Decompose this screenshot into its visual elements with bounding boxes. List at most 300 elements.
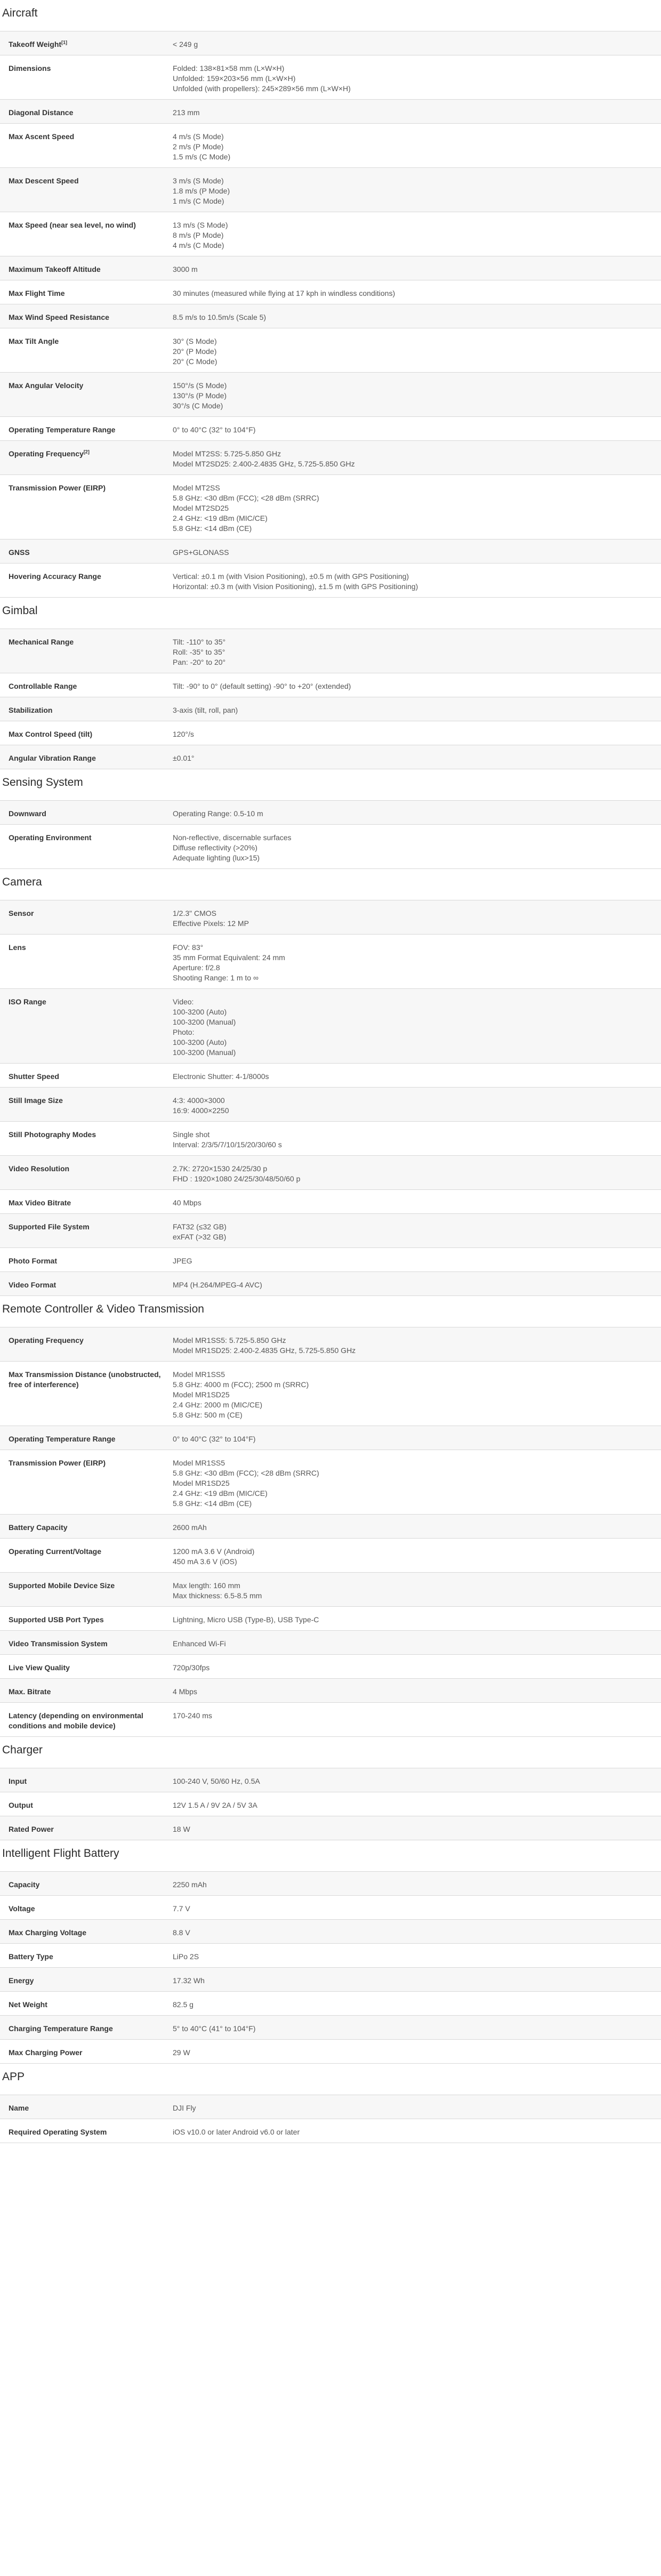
spec-value-line: 4 m/s (S Mode) [173, 132, 224, 141]
spec-row [0, 1816, 661, 1840]
spec-label [0, 801, 169, 824]
spec-label [0, 629, 169, 673]
spec-value-line: 5.8 GHz: <30 dBm (FCC); <28 dBm (SRRC) [173, 494, 319, 502]
spec-label [0, 212, 169, 256]
spec-label-text: GNSS [9, 548, 30, 557]
section-title: Aircraft [2, 7, 38, 19]
spec-value [169, 673, 661, 697]
spec-value [169, 2095, 661, 2119]
spec-value-line: 1.8 m/s (P Mode) [173, 187, 230, 195]
spec-label [0, 168, 169, 212]
spec-label-text: Max Flight Time [9, 289, 65, 297]
spec-label-text: Live View Quality [9, 1663, 70, 1672]
spec-label [0, 935, 169, 988]
spec-label-text: Max Speed (near sea level, no wind) [9, 221, 136, 229]
spec-value-line: 40 Mbps [173, 1198, 201, 1207]
spec-row [0, 825, 661, 869]
spec-value-line: 18 W [173, 1825, 190, 1833]
spec-label-text: Voltage [9, 1904, 35, 1913]
spec-value-line: Pan: -20° to 20° [173, 658, 226, 666]
spec-value-line: 3-axis (tilt, roll, pan) [173, 706, 238, 714]
spec-value [169, 1968, 661, 1991]
spec-row [0, 1631, 661, 1655]
spec-label-text: Photo Format [9, 1257, 57, 1265]
spec-value [169, 212, 661, 256]
spec-label-text: Takeoff Weight [9, 40, 62, 49]
spec-row [0, 1607, 661, 1631]
spec-row [0, 1679, 661, 1703]
spec-section-gimbal [0, 598, 661, 769]
spec-value-line: Tilt: -90° to 0° (default setting) -90° to +20° (extended) [173, 682, 351, 690]
spec-value-line: Tilt: -110° to 35° [173, 638, 226, 646]
spec-value [169, 280, 661, 304]
spec-row [0, 1156, 661, 1190]
spec-label-text: Video Format [9, 1281, 57, 1289]
spec-label [0, 900, 169, 934]
spec-value [169, 475, 661, 539]
spec-label-text: Max Ascent Speed [9, 132, 75, 141]
spec-row [0, 540, 661, 564]
spec-label [0, 31, 169, 55]
spec-row [0, 1944, 661, 1968]
spec-label [0, 373, 169, 416]
spec-value-line: 130°/s (P Mode) [173, 391, 227, 400]
spec-label-text: Capacity [9, 1880, 40, 1889]
spec-row [0, 1920, 661, 1944]
spec-value-line: 4 m/s (C Mode) [173, 241, 224, 249]
spec-value-line: Single shot [173, 1130, 210, 1139]
spec-value-line: 8 m/s (P Mode) [173, 231, 224, 239]
spec-value-line: 2250 mAh [173, 1880, 207, 1889]
spec-row [0, 1872, 661, 1896]
spec-value-line: 8.8 V [173, 1928, 190, 1937]
spec-table [0, 1768, 661, 1840]
spec-value [169, 1515, 661, 1538]
spec-label-text: Sensor [9, 909, 34, 917]
spec-row [0, 935, 661, 989]
spec-value [169, 373, 661, 416]
spec-label [0, 1426, 169, 1450]
spec-value [169, 1426, 661, 1450]
spec-row [0, 721, 661, 745]
spec-value-line: 8.5 m/s to 10.5m/s (Scale 5) [173, 313, 267, 321]
spec-row [0, 1272, 661, 1296]
spec-label [0, 1362, 169, 1426]
spec-label [0, 825, 169, 868]
spec-value [169, 1573, 661, 1606]
spec-value-line: Model MT2SD25: 2.400-2.4835 GHz, 5.725-5.850 GHz [173, 460, 355, 468]
spec-label [0, 100, 169, 123]
spec-value-line: Operating Range: 0.5-10 m [173, 809, 263, 818]
section-title: Remote Controller & Video Transmission [2, 1303, 204, 1315]
spec-value-line: 213 mm [173, 108, 200, 117]
spec-label-text: Input [9, 1777, 27, 1785]
spec-value-line: Effective Pixels: 12 MP [173, 919, 249, 928]
spec-row [0, 328, 661, 373]
spec-section-sensing-system [0, 769, 661, 869]
spec-value-line: FAT32 (≤32 GB) [173, 1222, 227, 1231]
spec-value-line: Model MT2SD25 [173, 504, 229, 512]
spec-value-line: 3000 m [173, 265, 198, 273]
spec-value-line: Roll: -35° to 35° [173, 648, 225, 656]
spec-value-line: Video: [173, 997, 194, 1006]
section-title: Sensing System [2, 776, 83, 788]
spec-label-text: Video Resolution [9, 1164, 70, 1173]
spec-value-line: 2 m/s (P Mode) [173, 142, 224, 151]
spec-value [169, 55, 661, 99]
spec-row [0, 55, 661, 100]
spec-value-line: 0° to 40°C (32° to 104°F) [173, 425, 256, 434]
spec-value-line: Model MR1SS5: 5.725-5.850 GHz [173, 1336, 286, 1345]
spec-label-text: Shutter Speed [9, 1072, 59, 1081]
spec-row [0, 1655, 661, 1679]
spec-value [169, 1248, 661, 1271]
spec-label-text: Transmission Power (EIRP) [9, 1459, 106, 1467]
spec-value-line: 5.8 GHz: 500 m (CE) [173, 1411, 243, 1419]
spec-value-line: 100-3200 (Manual) [173, 1018, 236, 1026]
spec-value [169, 801, 661, 824]
spec-table [0, 2095, 661, 2143]
spec-value-line: 4 Mbps [173, 1687, 197, 1696]
spec-value-line: Diffuse reflectivity (>20%) [173, 843, 257, 852]
spec-label [0, 1631, 169, 1654]
spec-label [0, 2016, 169, 2039]
spec-label-text: Diagonal Distance [9, 108, 74, 117]
section-title: Camera [2, 876, 42, 888]
spec-value-line: Non-reflective, discernable surfaces [173, 833, 292, 842]
spec-row [0, 31, 661, 55]
spec-table [0, 1871, 661, 2064]
spec-row [0, 2016, 661, 2040]
spec-label-text: ISO Range [9, 997, 46, 1006]
spec-row [0, 100, 661, 124]
spec-label [0, 1190, 169, 1213]
spec-value-line: 7.7 V [173, 1904, 190, 1913]
spec-row [0, 1450, 661, 1515]
spec-value [169, 1896, 661, 1919]
spec-row [0, 1515, 661, 1539]
spec-value [169, 1156, 661, 1189]
spec-value-line: FHD : 1920×1080 24/25/30/48/50/60 p [173, 1174, 301, 1183]
spec-label-text: Video Transmission System [9, 1639, 108, 1648]
spec-row [0, 1792, 661, 1816]
spec-label-text: Battery Type [9, 1952, 53, 1961]
spec-row [0, 1573, 661, 1607]
spec-value [169, 629, 661, 673]
section-title: Intelligent Flight Battery [2, 1847, 119, 1859]
spec-row [0, 1214, 661, 1248]
spec-row [0, 1088, 661, 1122]
spec-value-line: Model MR1SD25 [173, 1479, 230, 1487]
spec-value-line: MP4 (H.264/MPEG-4 AVC) [173, 1281, 262, 1289]
spec-row [0, 373, 661, 417]
spec-value [169, 1122, 661, 1155]
spec-row [0, 1896, 661, 1920]
spec-label [0, 989, 169, 1063]
spec-section-app [0, 2064, 661, 2143]
spec-value-line: Max thickness: 6.5-8.5 mm [173, 1591, 262, 1600]
spec-label-text: Still Image Size [9, 1096, 63, 1105]
spec-label-text: Max Charging Voltage [9, 1928, 86, 1937]
spec-value [169, 1450, 661, 1514]
spec-label [0, 1703, 169, 1736]
spec-row [0, 900, 661, 935]
spec-value-line: FOV: 83° [173, 943, 204, 952]
spec-value [169, 1214, 661, 1247]
spec-value [169, 1607, 661, 1630]
spec-value-line: Adequate lighting (lux>15) [173, 854, 260, 862]
section-title: APP [2, 2071, 25, 2083]
spec-row [0, 1968, 661, 1992]
spec-value [169, 1679, 661, 1702]
spec-label [0, 745, 169, 769]
spec-value-line: 170-240 ms [173, 1711, 212, 1720]
spec-value-line: 720p/30fps [173, 1663, 210, 1672]
spec-label [0, 564, 169, 597]
spec-value [169, 256, 661, 280]
spec-row [0, 1190, 661, 1214]
spec-label [0, 304, 169, 328]
spec-value-line: iOS v10.0 or later Android v6.0 or later [173, 2128, 300, 2136]
spec-row [0, 168, 661, 212]
spec-label [0, 1816, 169, 1840]
spec-value [169, 1064, 661, 1087]
spec-label [0, 441, 169, 474]
spec-section-charger [0, 1737, 661, 1840]
spec-section-camera [0, 869, 661, 1296]
spec-table [0, 629, 661, 769]
spec-value-line: GPS+GLONASS [173, 548, 229, 557]
spec-value-line: Max length: 160 mm [173, 1581, 240, 1590]
spec-label-text: Still Photography Modes [9, 1130, 96, 1139]
spec-label-text: Supported Mobile Device Size [9, 1581, 115, 1590]
spec-value [169, 417, 661, 440]
spec-row [0, 1064, 661, 1088]
spec-value-line: 5.8 GHz: 4000 m (FCC); 2500 m (SRRC) [173, 1380, 309, 1389]
spec-label-text: Supported File System [9, 1222, 90, 1231]
spec-value-line: 450 mA 3.6 V (iOS) [173, 1557, 237, 1566]
spec-row [0, 989, 661, 1064]
spec-value [169, 2016, 661, 2039]
spec-label [0, 475, 169, 539]
spec-value [169, 1792, 661, 1816]
spec-label [0, 2040, 169, 2063]
spec-row [0, 2040, 661, 2064]
spec-label-text: Max Wind Speed Resistance [9, 313, 109, 321]
spec-label-text: Output [9, 1801, 33, 1809]
spec-label [0, 1539, 169, 1572]
spec-table [0, 1327, 661, 1737]
spec-value-line: 30° (S Mode) [173, 337, 217, 345]
spec-value-line: 5° to 40°C (41° to 104°F) [173, 2024, 256, 2033]
spec-value [169, 745, 661, 769]
spec-label-text: Max Transmission Distance (unobstructed, free of interference) [9, 1370, 161, 1389]
spec-value-line: Electronic Shutter: 4-1/8000s [173, 1072, 269, 1081]
spec-value-line: 100-3200 (Manual) [173, 1048, 236, 1057]
spec-label-text: Max Charging Power [9, 2048, 83, 2057]
spec-row [0, 1992, 661, 2016]
spec-value-line: 1200 mA 3.6 V (Android) [173, 1547, 255, 1556]
spec-label-text: Operating Frequency [9, 449, 84, 458]
spec-value-line: 30°/s (C Mode) [173, 401, 223, 410]
spec-value [169, 1362, 661, 1426]
spec-label-text: Transmission Power (EIRP) [9, 484, 106, 492]
spec-value-line: 0° to 40°C (32° to 104°F) [173, 1435, 256, 1443]
spec-value-line: 1 m/s (C Mode) [173, 197, 224, 205]
spec-label [0, 1896, 169, 1919]
spec-row [0, 1426, 661, 1450]
spec-value [169, 168, 661, 212]
spec-row [0, 1703, 661, 1737]
spec-value-line: 17.32 Wh [173, 1976, 205, 1985]
spec-value [169, 124, 661, 167]
spec-row [0, 629, 661, 673]
spec-value [169, 1539, 661, 1572]
spec-label-text: Operating Current/Voltage [9, 1547, 101, 1556]
spec-value-line: 100-240 V, 50/60 Hz, 0.5A [173, 1777, 260, 1785]
spec-label-text: Lens [9, 943, 26, 952]
spec-label-text: Max Video Bitrate [9, 1198, 71, 1207]
spec-value-line: exFAT (>32 GB) [173, 1233, 227, 1241]
spec-label [0, 1944, 169, 1967]
spec-value-line: JPEG [173, 1257, 192, 1265]
spec-label-text: Rated Power [9, 1825, 54, 1833]
spec-value [169, 900, 661, 934]
spec-label [0, 1920, 169, 1943]
spec-value-line: DJI Fly [173, 2104, 196, 2112]
spec-value-line: Interval: 2/3/5/7/10/15/20/30/60 s [173, 1140, 282, 1149]
spec-label [0, 697, 169, 721]
spec-value [169, 697, 661, 721]
spec-label-text: Dimensions [9, 64, 51, 73]
spec-value-line: Model MR1SS5 [173, 1459, 225, 1467]
spec-label [0, 1327, 169, 1361]
spec-value-line: Model MT2SS: 5.725-5.850 GHz [173, 449, 281, 458]
spec-value-line: Model MR1SD25: 2.400-2.4835 GHz, 5.725-5.850 GHz [173, 1346, 356, 1355]
spec-value-line: 4:3: 4000×3000 [173, 1096, 225, 1105]
spec-value-line: Aperture: f/2.8 [173, 963, 220, 972]
spec-value-line: 20° (C Mode) [173, 357, 217, 366]
footnote-ref: [2] [83, 449, 90, 455]
spec-row [0, 1327, 661, 1362]
spec-label-text: Required Operating System [9, 2128, 107, 2136]
spec-label [0, 1064, 169, 1087]
spec-value-line: 16:9: 4000×2250 [173, 1106, 229, 1115]
spec-value-line: 12V 1.5 A / 9V 2A / 5V 3A [173, 1801, 257, 1809]
spec-value-line: 100-3200 (Auto) [173, 1038, 227, 1046]
spec-label-text: Max Tilt Angle [9, 337, 59, 345]
spec-row [0, 745, 661, 769]
spec-row [0, 124, 661, 168]
spec-value [169, 989, 661, 1063]
spec-value-line: ±0.01° [173, 754, 195, 762]
spec-value-line: Model MR1SS5 [173, 1370, 225, 1379]
spec-value-line: 1/2.3" CMOS [173, 909, 216, 917]
spec-value [169, 441, 661, 474]
spec-value-line: 3 m/s (S Mode) [173, 176, 224, 185]
spec-value-line: 150°/s (S Mode) [173, 381, 227, 390]
spec-label-text: Controllable Range [9, 682, 77, 690]
spec-label-text: Max Descent Speed [9, 176, 79, 185]
spec-table [0, 800, 661, 869]
spec-value-line: 13 m/s (S Mode) [173, 221, 228, 229]
spec-label [0, 280, 169, 304]
spec-label [0, 2095, 169, 2119]
spec-value-line: 2.4 GHz: <19 dBm (MIC/CE) [173, 1489, 268, 1498]
spec-label [0, 256, 169, 280]
spec-row [0, 441, 661, 475]
spec-label-text: Downward [9, 809, 46, 818]
spec-value-line: 100-3200 (Auto) [173, 1008, 227, 1016]
spec-value-line: 5.8 GHz: <14 dBm (CE) [173, 524, 252, 533]
spec-label [0, 1968, 169, 1991]
spec-value [169, 100, 661, 123]
spec-value-line: Model MR1SD25 [173, 1390, 230, 1399]
spec-value [169, 328, 661, 372]
spec-row [0, 280, 661, 304]
spec-label-text: Angular Vibration Range [9, 754, 96, 762]
spec-value [169, 1655, 661, 1678]
spec-label [0, 1515, 169, 1538]
spec-label [0, 1872, 169, 1895]
spec-label-text: Battery Capacity [9, 1523, 68, 1532]
spec-value-line: 5.8 GHz: <14 dBm (CE) [173, 1499, 252, 1508]
spec-value [169, 1703, 661, 1736]
spec-label [0, 1655, 169, 1678]
spec-value-line: Horizontal: ±0.3 m (with Vision Positioning), ±1.5 m (with GPS Positioning) [173, 582, 418, 591]
spec-label [0, 1450, 169, 1514]
spec-row [0, 1362, 661, 1426]
spec-label [0, 1214, 169, 1247]
spec-value-line: Unfolded (with propellers): 245×289×56 mm (L×W×H) [173, 84, 351, 93]
spec-label-text: Maximum Takeoff Altitude [9, 265, 101, 273]
spec-label-text: Name [9, 2104, 29, 2112]
spec-value [169, 2040, 661, 2063]
spec-label [0, 1768, 169, 1792]
spec-label-text: Operating Temperature Range [9, 1435, 116, 1443]
spec-row [0, 1122, 661, 1156]
spec-table [0, 900, 661, 1296]
spec-value-line: Folded: 138×81×58 mm (L×W×H) [173, 64, 285, 73]
spec-value [169, 564, 661, 597]
spec-value-line: 5.8 GHz: <30 dBm (FCC); <28 dBm (SRRC) [173, 1469, 319, 1477]
spec-value [169, 1872, 661, 1895]
spec-label [0, 1792, 169, 1816]
spec-value-line: 2.4 GHz: 2000 m (MIC/CE) [173, 1400, 263, 1409]
spec-label [0, 55, 169, 99]
spec-value-line: 82.5 g [173, 2000, 194, 2009]
spec-value-line: Vertical: ±0.1 m (with Vision Positioning), ±0.5 m (with GPS Positioning) [173, 572, 409, 581]
spec-row [0, 801, 661, 825]
spec-value [169, 304, 661, 328]
spec-label [0, 721, 169, 745]
spec-value [169, 540, 661, 563]
spec-label [0, 328, 169, 372]
spec-label-text: Hovering Accuracy Range [9, 572, 101, 581]
spec-label-text: Max Control Speed (tilt) [9, 730, 93, 738]
spec-row [0, 256, 661, 280]
spec-value-line: 20° (P Mode) [173, 347, 217, 356]
spec-label [0, 1156, 169, 1189]
spec-value-line: Lightning, Micro USB (Type-B), USB Type-C [173, 1615, 319, 1624]
spec-value [169, 721, 661, 745]
spec-label-text: Charging Temperature Range [9, 2024, 113, 2033]
spec-row [0, 2095, 661, 2119]
spec-row [0, 697, 661, 721]
spec-table [0, 31, 661, 598]
spec-value [169, 2119, 661, 2143]
spec-value [169, 1631, 661, 1654]
